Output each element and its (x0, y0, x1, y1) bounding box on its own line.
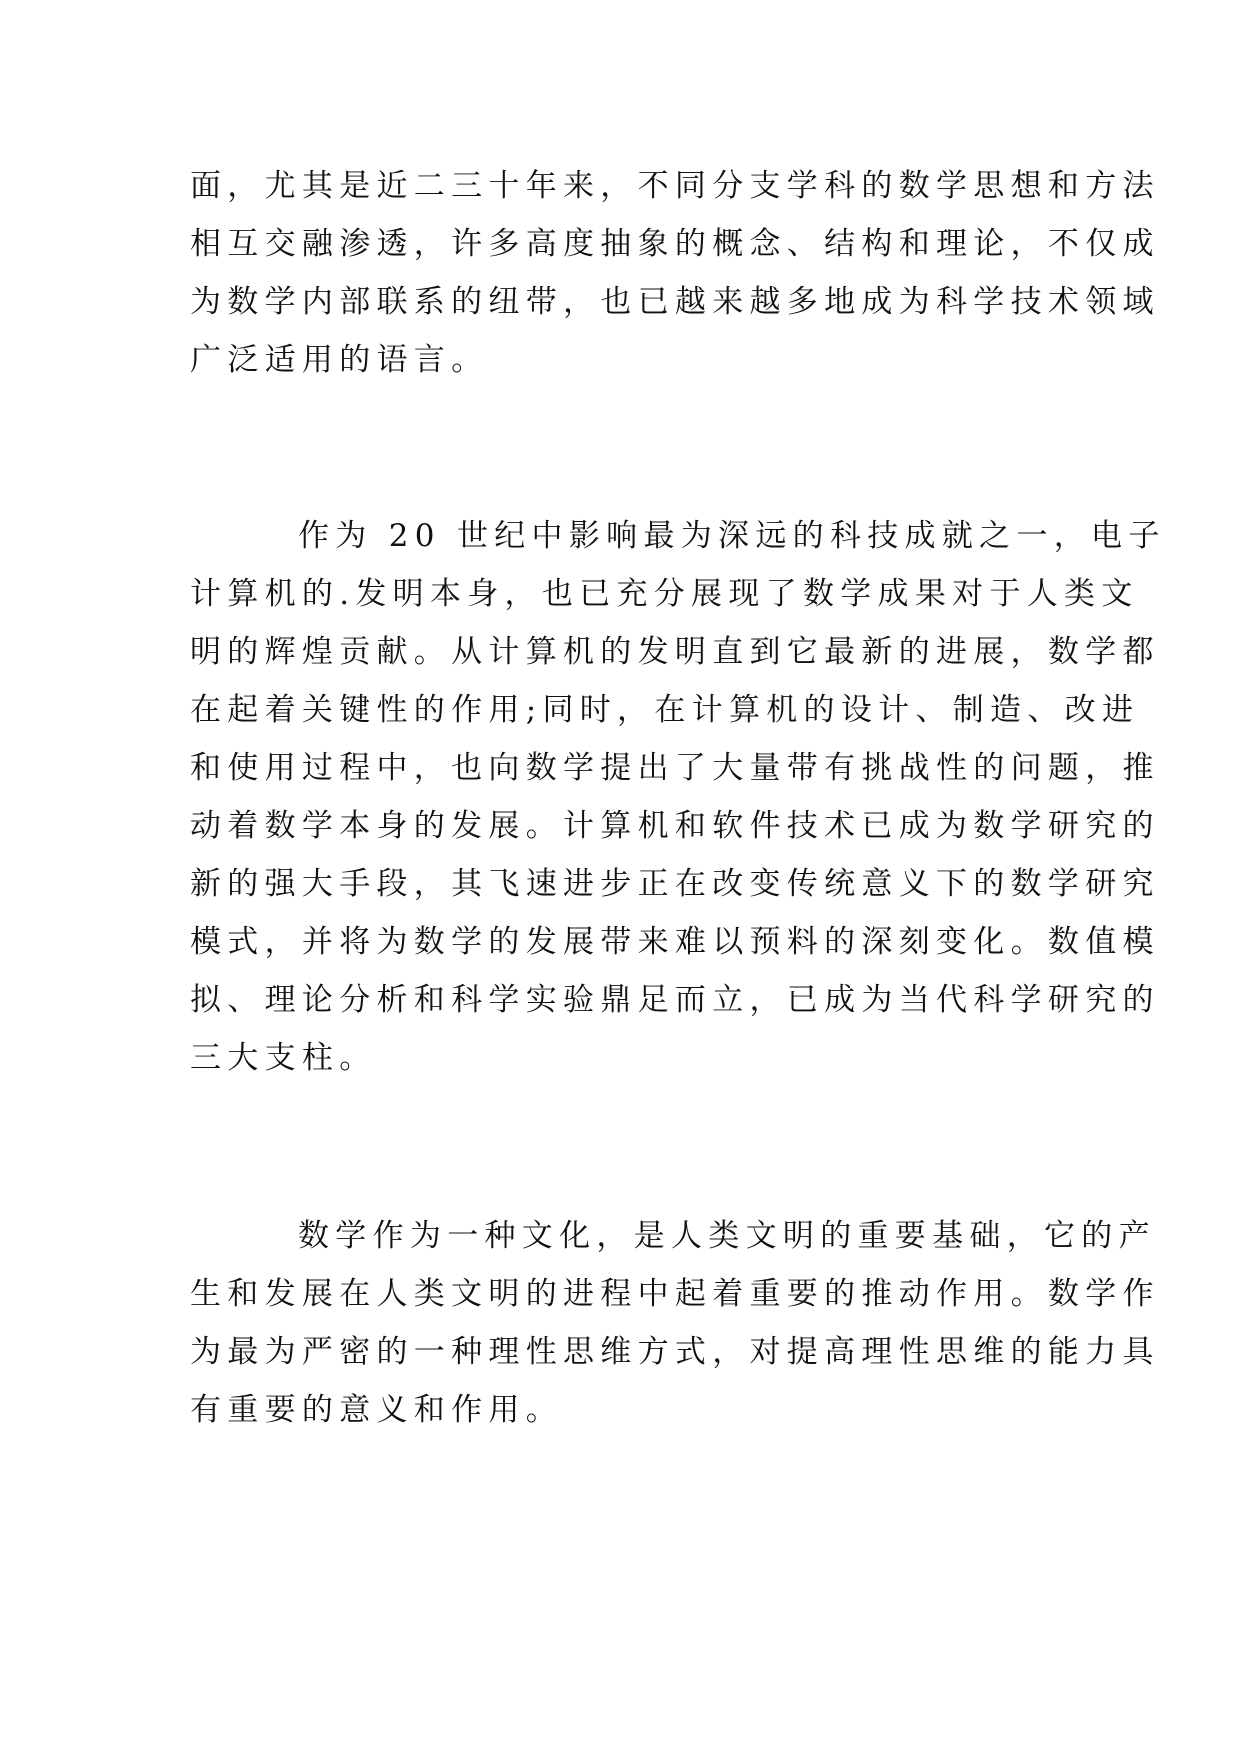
text-line: 三大支柱。 (190, 1040, 377, 1076)
text-line: 新的强大手段，其飞速进步正在改变传统意义下的数学研究 (190, 866, 1160, 902)
text-line: 明的辉煌贡献。从计算机的发明直到它最新的进展，数学都 (190, 634, 1160, 670)
paragraph-3 (190, 1207, 1160, 1439)
text-line: 动着数学本身的发展。计算机和软件技术已成为数学研究的 (190, 808, 1160, 844)
text-line: 为数学内部联系的纽带，也已越来越多地成为科学技术领域 (190, 284, 1160, 320)
text-line: 面，尤其是近二三十年来，不同分支学科的数学思想和方法 (190, 168, 1160, 204)
text-line: 模式，并将为数学的发展带来难以预料的深刻变化。数值模 (190, 924, 1160, 960)
text-line: 数学作为一种文化，是人类文明的重要基础，它的产 (298, 1218, 1156, 1254)
text-line: 广泛适用的语言。 (190, 342, 489, 378)
text-line: 拟、理论分析和科学实验鼎足而立，已成为当代科学研究的 (190, 982, 1160, 1018)
text-line: 作为 20 世纪中影响最为深远的科技成就之一，电子 (298, 518, 1166, 554)
text-line: 在起着关键性的作用;同时，在计算机的设计、制造、改进 (190, 692, 1140, 728)
text-line: 计算机的.发明本身，也已充分展现了数学成果对于人类文 (190, 576, 1139, 612)
text-line: 和使用过程中，也向数学提出了大量带有挑战性的问题，推 (190, 750, 1160, 786)
paragraph-1 (190, 157, 1160, 389)
text-line: 相互交融渗透，许多高度抽象的概念、结构和理论，不仅成 (190, 226, 1160, 262)
text-line: 有重要的意义和作用。 (190, 1392, 563, 1428)
paragraph-2 (190, 507, 1166, 1087)
text-line: 生和发展在人类文明的进程中起着重要的推动作用。数学作 (190, 1276, 1160, 1312)
text-line: 为最为严密的一种理性思维方式，对提高理性思维的能力具 (190, 1334, 1160, 1370)
